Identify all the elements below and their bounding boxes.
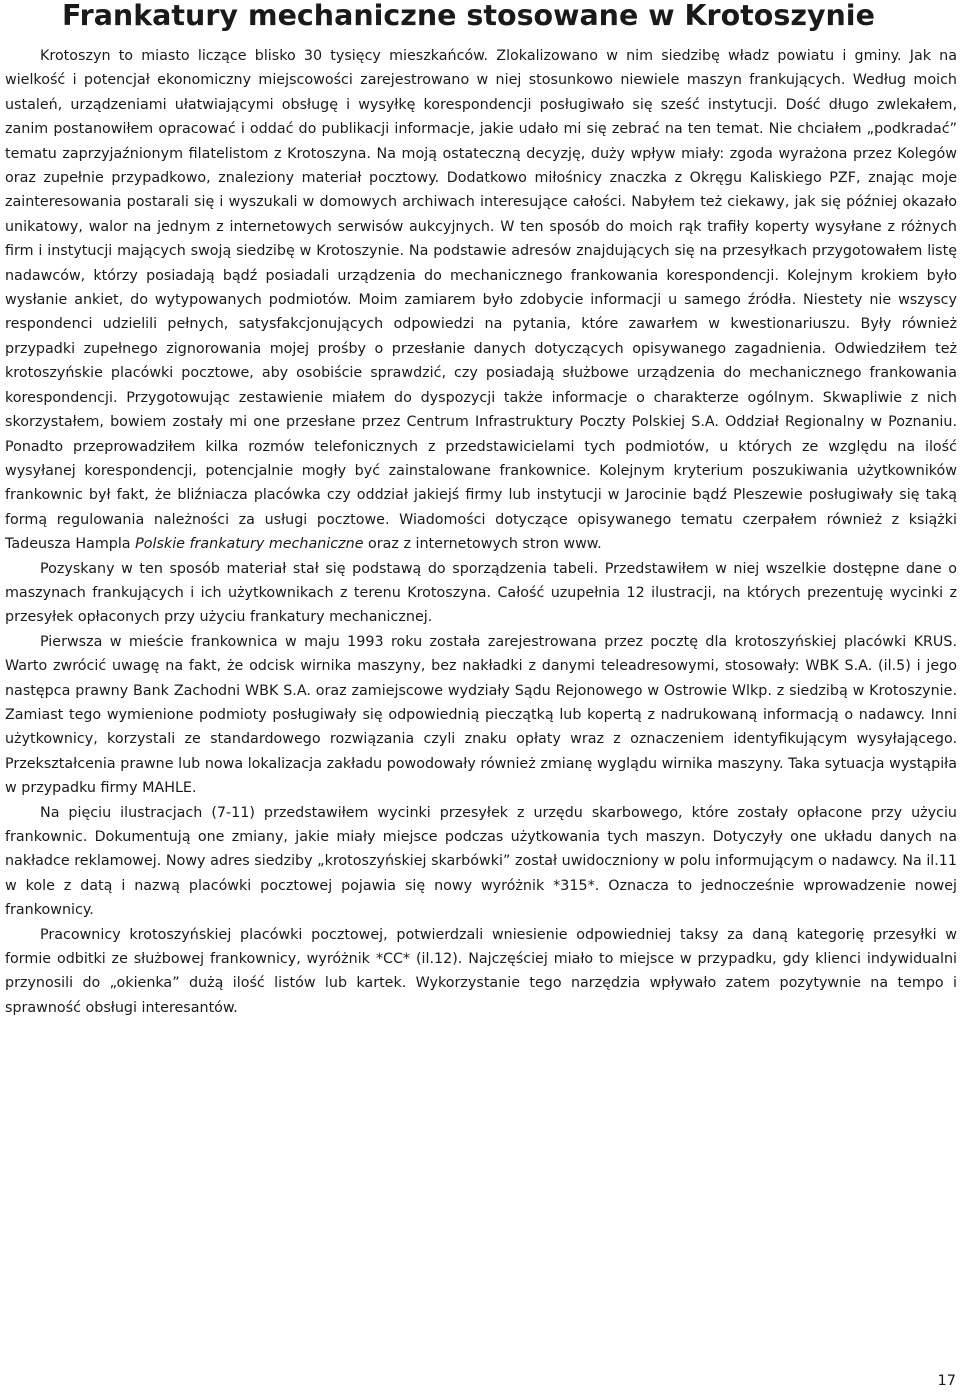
paragraph-table: Pozyskany w ten sposób materiał stał się podstawą do sporządzenia tabeli. Przedstawiłem w niej wszelkie dostępne dane o maszynach frankujących i ich użytkownikach z terenu Krotoszyna. Całość uzupełnia 12 ilustracji, na których prezentuję wycinki z przesyłek opłaconych przy użyciu frankatury mechanicznej. — [5, 560, 957, 626]
paragraph-first-machine: Pierwsza w mieście frankownica w maju 1993 roku została zarejestrowana przez pocztę dla krotoszyńskiej placówki KRUS. Warto zwrócić uwagę na fakt, że odcisk wirnika maszyny, bez nakładki z danymi teleadresowymi, stosowały: WBK S.A. (il.5) i jego następca prawny Bank Zachodni WBK S.A. oraz zamiejscowe wydziały Sądu Rejonowego w Ostrowie Wlkp. z siedzibą w Krotoszynie. Zamiast tego wymienione podmioty posługiwały się odpowiednią pieczątką lub kopertą z nadrukowaną informacją o nadawcy. Inni użytkownicy, korzystali ze standardowego rozwiązania czyli znaku opłaty wraz z oznaczeniem identyfikującym wysyłającego. Przekształcenia prawne lub nowa lokalizacja zakładu powodowały również zmianę wyglądu wirnika maszyny. Taka sytuacja wystąpiła w przypadku firmy MAHLE. — [5, 633, 957, 797]
paragraph-tax-office: Na pięciu ilustracjach (7-11) przedstawiłem wycinki przesyłek z urzędu skarbowego, które zostały opłacone przy użyciu frankownic. Dokumentują one zmiany, jakie miały miejsce podczas użytkowania tych maszyn. Dotyczyły one układu danych na nakładce reklamowej. Nowy adres siedziby „krotoszyńskiej skarbówki” został uwidoczniony w polu informującym o nadawcy. Na il.11 w kole z datą i nazwą placówki pocztowej pojawia się nowy wyróżnik *315*. Oznacza to jednocześnie wprowadzenie nowej frankownicy. — [5, 804, 957, 919]
article-body — [5, 44, 957, 1020]
paragraph-post-office: Pracownicy krotoszyńskiej placówki pocztowej, potwierdzali wniesienie odpowiedniej taksy za daną kategorię przesyłki w formie odbitki ze służbowej frankownicy, wyróżnik *CC* (il.12). Najczęściej miało to miejsce w przypadku, gdy klienci indywidualni przynosili do „okienka” dużą ilość listów lub kartek. Wykorzystanie tego narzędzia wpływało zatem pozytywnie na tempo i sprawność obsługi interesantów. — [5, 926, 957, 1016]
book-title: Polskie frankatury mechaniczne — [135, 536, 364, 553]
page-number: 17 — [937, 1373, 956, 1389]
article-title: Frankatury mechaniczne stosowane w Krotoszynie — [62, 0, 875, 32]
paragraph-intro-text: Krotoszyn to miasto liczące blisko 30 tysięcy mieszkańców. Zlokalizowano w nim siedzibę władz powiatu i gminy. Jak na wielkość i potencjał ekonomiczny miejscowości zarejestrowano w niej stosunkowo niewiele maszyn frankujących. Według moich ustaleń, urządzeniami ułatwiającymi obsługę i wysyłkę korespondencji posługiwało się sześć instytucji. Dość długo zwlekałem, zanim postanowiłem opracować i oddać do publikacji informacje, jakie udało mi się zebrać na ten temat. Nie chciałem „podkradać” tematu zaprzyjaźnionym filatelistom z Krotoszyna. Na moją ostateczną decyzję, duży wpływ miały: zgoda wyrażona przez Kolegów oraz zupełnie przypadkowo, znaleziony materiał pocztowy. Dodatkowo miłośnicy znaczka z Okręgu Kaliskiego PZF, znając moje zainteresowania postarali się i wyszukali w domowych archiwach interesujące całości. Nabyłem też ciekawy, jak się później okazało unikatowy, walor na jednym z internetowych serwisów aukcyjnych. W ten sposób do moich rąk trafiły koperty wysyłane z różnych firm i instytucji mających swoją siedzibę w Krotoszynie. Na podstawie adresów znajdujących się na przesyłkach przygotowałem listę nadawców, którzy posiadają bądź posiadali urządzenia do mechanicznego frankowania korespondencji. Kolejnym krokiem było wysłanie ankiet, do wytypowanych podmiotów. Moim zamiarem było zdobycie informacji u samego źródła. Niestety nie wszyscy respondenci udzielili pełnych, satysfakcjonujących odpowiedzi na pytania, które zawarłem w kwestionariuszu. Były również przypadki zupełnego zignorowania mojej prośby o przesłanie danych dotyczących opisywanego zagadnienia. Odwiedziłem też krotoszyńskie placówki pocztowe, aby osobiście sprawdzić, czy posiadają służbowe urządzenia do mechanicznego frankowania korespondencji. Przygotowując zestawienie miałem do dyspozycji także informacje o charakterze ogólnym. Skwapliwie z nich skorzystałem, bowiem zostały mi one przesłane przez Centrum Infrastruktury Poczty Polskiej S.A. Oddział Regionalny w Poznaniu. Ponadto przeprowadziłem kilka rozmów telefonicznych z przedstawicielami tych podmiotów, u których ze względu na ilość wysyłanej korespondencji, potencjalnie mogły być zainstalowane frankownice. Kolejnym kryterium poszukiwania użytkowników frankownic był fakt, że bliźniacza placówka czy oddział jakiejś firmy lub instytucji w Jarocinie bądź Pleszewie posługiwały się taką formą regulowania należności za usługi pocztowe. Wiadomości dotyczące opisywanego tematu czerpałem również z książki Tadeusza Hampla — [5, 48, 957, 553]
paragraph-intro-tail: oraz z internetowych stron www. — [363, 536, 602, 553]
paragraph-intro — [5, 44, 957, 557]
